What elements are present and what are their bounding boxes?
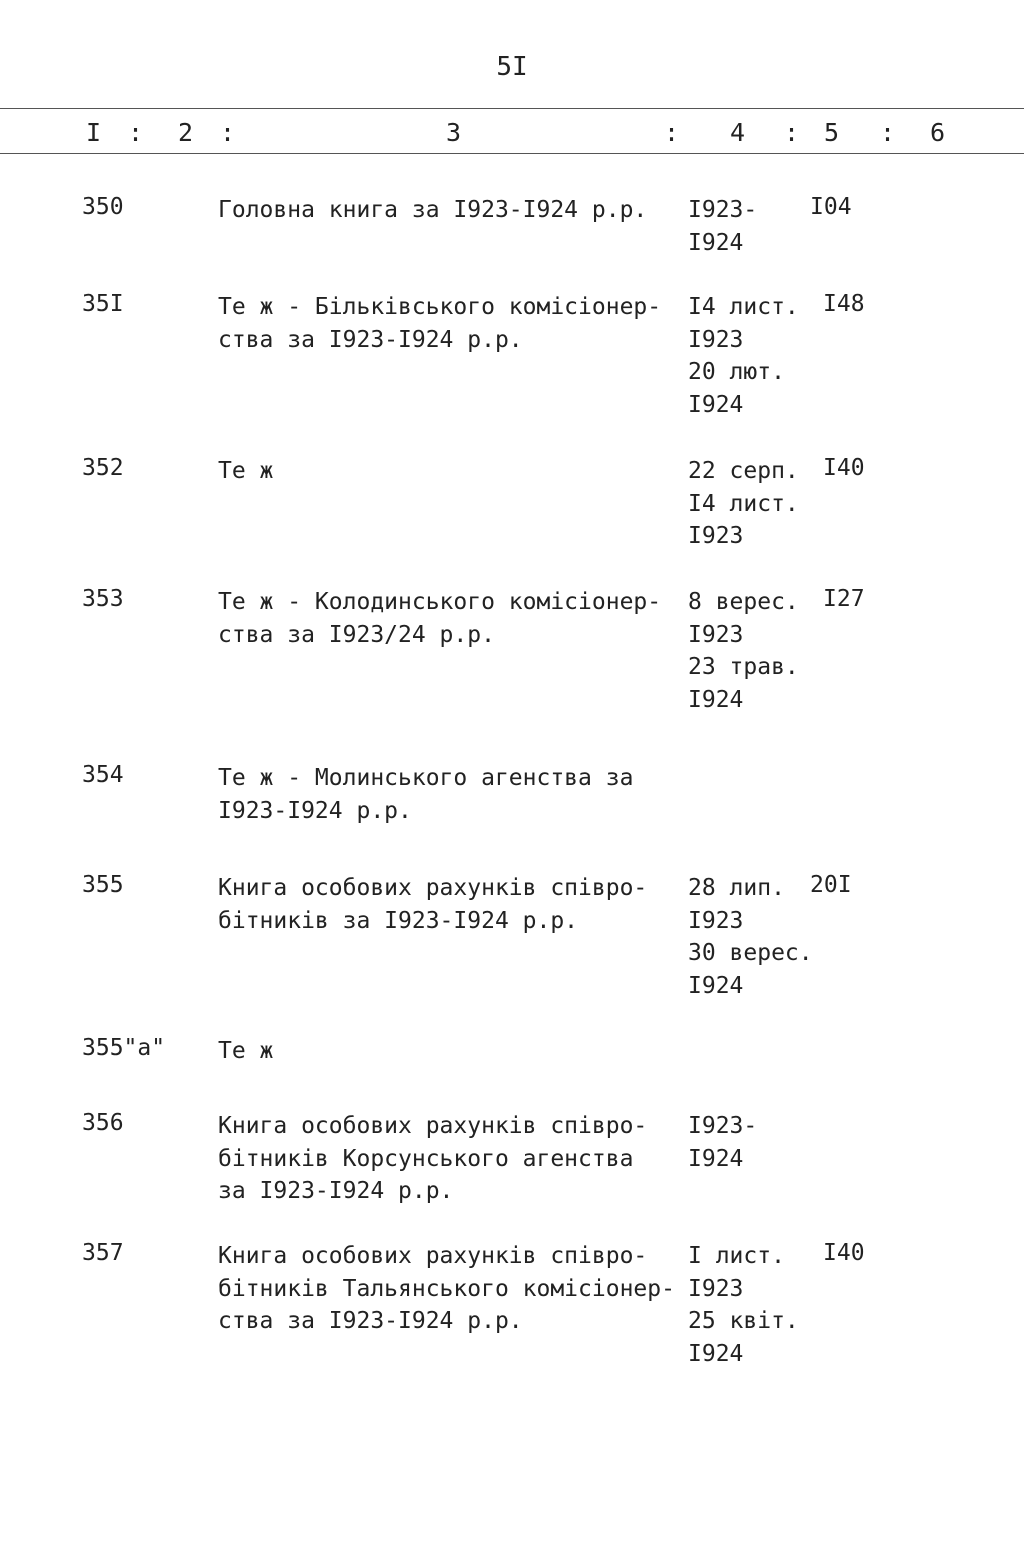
col-header-5: 5 — [824, 118, 840, 147]
date-line: I923 — [688, 1275, 744, 1302]
date-line: 28 лип. — [688, 875, 785, 901]
record-description — [218, 586, 678, 651]
record-description — [218, 291, 678, 356]
record-dates — [688, 291, 799, 421]
col-separator: : — [220, 118, 236, 147]
description-line: бітників за I923-I924 р.р. — [218, 907, 579, 934]
record-description — [218, 1240, 678, 1338]
record-description — [218, 455, 678, 488]
description-line: Те ж — [218, 1038, 274, 1064]
col-header-2: 2 — [178, 118, 194, 147]
col-header-4: 4 — [730, 118, 746, 147]
col-separator: : — [784, 118, 800, 147]
record-number: 350 — [82, 194, 124, 220]
description-line: Те ж - Молинського агенства за — [218, 765, 634, 791]
col-header-3: 3 — [446, 118, 462, 147]
record-sheet-count: 20I — [810, 872, 852, 898]
record-dates — [688, 1240, 799, 1370]
record-description — [218, 1110, 678, 1208]
date-line: 20 лют. — [688, 359, 785, 385]
record-number: 355"а" — [82, 1035, 166, 1061]
col-header-1: I — [86, 118, 102, 147]
date-line: 30 верес. — [688, 940, 813, 966]
record-sheet-count: I04 — [810, 194, 852, 220]
col-separator: : — [664, 118, 680, 147]
description-line: Книга особових рахунків співро- — [218, 875, 648, 901]
description-line: I923-I924 р.р. — [218, 797, 412, 824]
description-line: ства за I923-I924 р.р. — [218, 326, 523, 353]
record-sheet-count: I40 — [823, 1240, 865, 1266]
record-number: 353 — [82, 586, 124, 612]
date-line: 25 квіт. — [688, 1308, 799, 1334]
date-line: I923- — [688, 1113, 758, 1139]
description-line: ства за I923-I924 р.р. — [218, 1308, 523, 1334]
date-line: I923 — [688, 523, 744, 549]
record-number: 357 — [82, 1240, 124, 1266]
date-line: I923 — [688, 907, 744, 934]
date-line: I924 — [688, 229, 744, 256]
date-line: I924 — [688, 972, 744, 999]
col-separator: : — [880, 118, 896, 147]
record-description — [218, 872, 678, 937]
record-description — [218, 194, 678, 227]
date-line: I4 лист. — [688, 490, 799, 517]
record-dates — [688, 586, 799, 716]
date-line: I923- — [688, 197, 758, 223]
header-rule-bottom — [0, 153, 1024, 154]
description-line: Те ж - Колодинського комісіонер- — [218, 589, 662, 615]
record-number: 355 — [82, 872, 124, 898]
description-line: Книга особових рахунків співро- — [218, 1113, 648, 1139]
date-line: I924 — [688, 1340, 744, 1367]
description-line: Те ж — [218, 458, 274, 484]
date-line: 22 серп. — [688, 458, 799, 484]
description-line: бітників Корсунського агенства — [218, 1145, 634, 1172]
description-line: Те ж - Більківського комісіонер- — [218, 294, 662, 320]
record-number: 356 — [82, 1110, 124, 1136]
record-description — [218, 762, 678, 827]
header-rule-top — [0, 108, 1024, 109]
date-line: I924 — [688, 686, 744, 713]
record-sheet-count: I40 — [823, 455, 865, 481]
description-line: бітників Тальянського комісіонер- — [218, 1275, 675, 1302]
page-number: 5I — [496, 52, 528, 82]
date-line: I923 — [688, 621, 744, 648]
col-header-6: 6 — [930, 118, 946, 147]
date-line: I923 — [688, 326, 744, 353]
date-line: 23 трав. — [688, 654, 799, 680]
description-line: Головна книга за I923-I924 р.р. — [218, 197, 648, 223]
record-dates — [688, 1110, 757, 1175]
date-line: I лист. — [688, 1243, 785, 1269]
record-sheet-count: I48 — [823, 291, 865, 317]
date-line: I924 — [688, 391, 744, 418]
record-sheet-count: I27 — [823, 586, 865, 612]
date-line: 8 верес. — [688, 589, 799, 615]
description-line: за I923-I924 р.р. — [218, 1178, 454, 1204]
record-number: 352 — [82, 455, 124, 481]
record-number: 35I — [82, 291, 124, 317]
record-dates — [688, 872, 813, 1002]
date-line: I924 — [688, 1145, 744, 1172]
record-dates — [688, 455, 799, 553]
record-number: 354 — [82, 762, 124, 788]
description-line: Книга особових рахунків співро- — [218, 1243, 648, 1269]
description-line: ства за I923/24 р.р. — [218, 621, 495, 648]
date-line: I4 лист. — [688, 294, 799, 320]
record-dates — [688, 194, 757, 259]
col-separator: : — [128, 118, 144, 147]
record-description — [218, 1035, 678, 1068]
